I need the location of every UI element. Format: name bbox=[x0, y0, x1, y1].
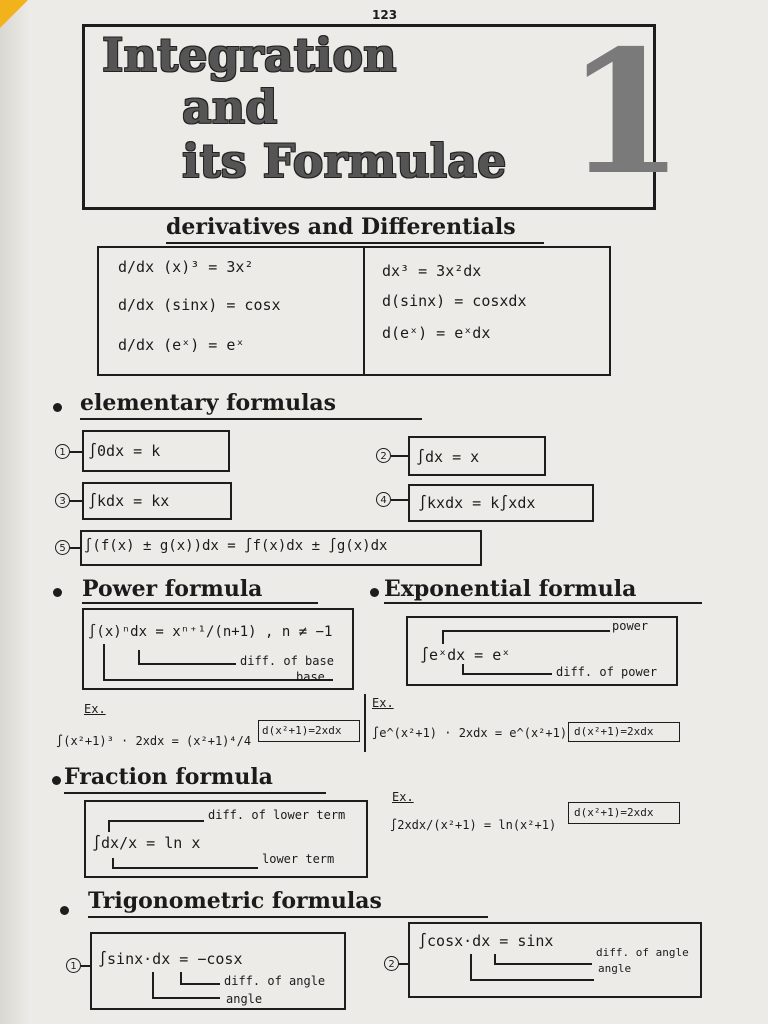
connector-line bbox=[70, 547, 80, 549]
divider-line bbox=[364, 694, 366, 752]
elementary-formula-2: ∫dx = x bbox=[416, 448, 480, 466]
exponential-ex-label: Ex. bbox=[372, 696, 394, 710]
chapter-number: 1 bbox=[566, 13, 685, 213]
derivative-left-3: d/dx (eˣ) = eˣ bbox=[118, 336, 245, 354]
power-example: ∫(x²+1)³ · 2xdx = (x²+1)⁴/4 bbox=[56, 734, 252, 748]
trig-note-2b: angle bbox=[598, 962, 632, 975]
title-line-1: Integration bbox=[102, 28, 397, 82]
elementary-formula-5: ∫(f(x) ± g(x))dx = ∫f(x)dx ± ∫g(x)dx bbox=[84, 538, 388, 554]
fraction-underline bbox=[64, 792, 326, 794]
derivatives-underline bbox=[166, 242, 544, 244]
arrow-line bbox=[138, 663, 236, 665]
arrow-line bbox=[442, 630, 444, 644]
number-circle: 1 bbox=[55, 444, 70, 459]
arrow-line bbox=[470, 954, 472, 980]
exponential-note-1: power bbox=[612, 619, 649, 633]
derivative-left-1: d/dx (x)³ = 3x² bbox=[118, 258, 254, 276]
exponential-heading: Exponential formula bbox=[384, 576, 637, 602]
connector-line bbox=[399, 963, 408, 965]
derivative-left-2: d/dx (sinx) = cosx bbox=[118, 296, 281, 314]
exponential-formula: ∫eˣdx = eˣ bbox=[420, 646, 511, 664]
arrow-line bbox=[138, 650, 140, 664]
arrow-line bbox=[103, 644, 105, 680]
power-note-2: base bbox=[296, 670, 325, 684]
number-circle: 2 bbox=[376, 448, 391, 463]
arrow-line bbox=[108, 820, 110, 832]
fraction-example: ∫2xdx/(x²+1) = ln(x²+1) bbox=[390, 818, 557, 832]
page-edge-shadow bbox=[0, 0, 30, 1024]
elementary-heading: elementary formulas bbox=[80, 390, 337, 416]
arrow-line bbox=[494, 963, 592, 965]
page-corner-tab bbox=[0, 0, 28, 28]
number-circle: 1 bbox=[66, 958, 81, 973]
bullet-icon bbox=[52, 776, 61, 785]
connector-line bbox=[70, 451, 82, 453]
title-line-2: and bbox=[182, 80, 278, 134]
exponential-example-hint: d(x²+1)=2xdx bbox=[574, 725, 654, 738]
elementary-formula-1: ∫0dx = k bbox=[88, 442, 161, 460]
trig-note-2a: diff. of angle bbox=[596, 946, 689, 959]
power-example-hint: d(x²+1)=2xdx bbox=[262, 724, 342, 737]
arrow-line bbox=[152, 997, 220, 999]
fraction-note-1: diff. of lower term bbox=[208, 808, 346, 822]
trig-underline bbox=[88, 916, 488, 918]
arrow-line bbox=[112, 867, 258, 869]
elementary-formula-3: ∫kdx = kx bbox=[88, 492, 170, 510]
exponential-underline bbox=[384, 602, 702, 604]
fraction-note-2: lower term bbox=[262, 852, 335, 866]
fraction-ex-label: Ex. bbox=[392, 790, 414, 804]
page-number: 123 bbox=[372, 8, 398, 22]
power-ex-label: Ex. bbox=[84, 702, 106, 716]
bullet-icon bbox=[60, 906, 69, 915]
fraction-example-hint: d(x²+1)=2xdx bbox=[574, 806, 654, 819]
derivative-right-3: d(eˣ) = eˣdx bbox=[382, 324, 491, 342]
arrow-line bbox=[442, 630, 610, 632]
connector-line bbox=[391, 499, 408, 501]
bullet-icon bbox=[53, 588, 62, 597]
number-circle: 5 bbox=[55, 540, 70, 555]
number-circle: 4 bbox=[376, 492, 391, 507]
connector-line bbox=[81, 965, 90, 967]
arrow-line bbox=[152, 972, 154, 998]
exponential-example: ∫e^(x²+1) · 2xdx = e^(x²+1) bbox=[372, 726, 568, 740]
trig-formula-2: ∫cosx·dx = sinx bbox=[418, 932, 554, 950]
trig-formula-1: ∫sinx·dx = −cosx bbox=[98, 950, 243, 968]
bullet-icon bbox=[370, 588, 379, 597]
derivatives-divider bbox=[363, 248, 365, 374]
power-note-1: diff. of base bbox=[240, 654, 334, 668]
power-heading: Power formula bbox=[82, 576, 263, 602]
arrow-line bbox=[470, 979, 594, 981]
number-circle: 2 bbox=[384, 956, 399, 971]
power-underline bbox=[82, 602, 318, 604]
trig-note-1a: diff. of angle bbox=[224, 974, 326, 988]
connector-line bbox=[70, 500, 82, 502]
number-circle: 3 bbox=[55, 493, 70, 508]
elementary-formula-4: ∫kxdx = k∫xdx bbox=[418, 494, 536, 512]
title-line-3: its Formulae bbox=[182, 134, 507, 188]
derivatives-heading: derivatives and Differentials bbox=[166, 214, 516, 240]
bullet-icon bbox=[53, 403, 62, 412]
elementary-underline bbox=[80, 418, 422, 420]
fraction-formula: ∫dx/x = ln x bbox=[92, 834, 201, 852]
derivative-right-2: d(sinx) = cosxdx bbox=[382, 292, 527, 310]
arrow-line bbox=[108, 820, 204, 822]
trig-heading: Trigonometric formulas bbox=[88, 888, 382, 914]
connector-line bbox=[391, 455, 408, 457]
fraction-heading: Fraction formula bbox=[64, 764, 273, 790]
exponential-note-2: diff. of power bbox=[556, 665, 658, 679]
derivative-right-1: dx³ = 3x²dx bbox=[382, 262, 482, 280]
trig-note-1b: angle bbox=[226, 992, 263, 1006]
arrow-line bbox=[462, 673, 552, 675]
arrow-line bbox=[180, 983, 220, 985]
power-formula: ∫(x)ⁿdx = xⁿ⁺¹/(n+1) , n ≠ −1 bbox=[88, 624, 333, 640]
